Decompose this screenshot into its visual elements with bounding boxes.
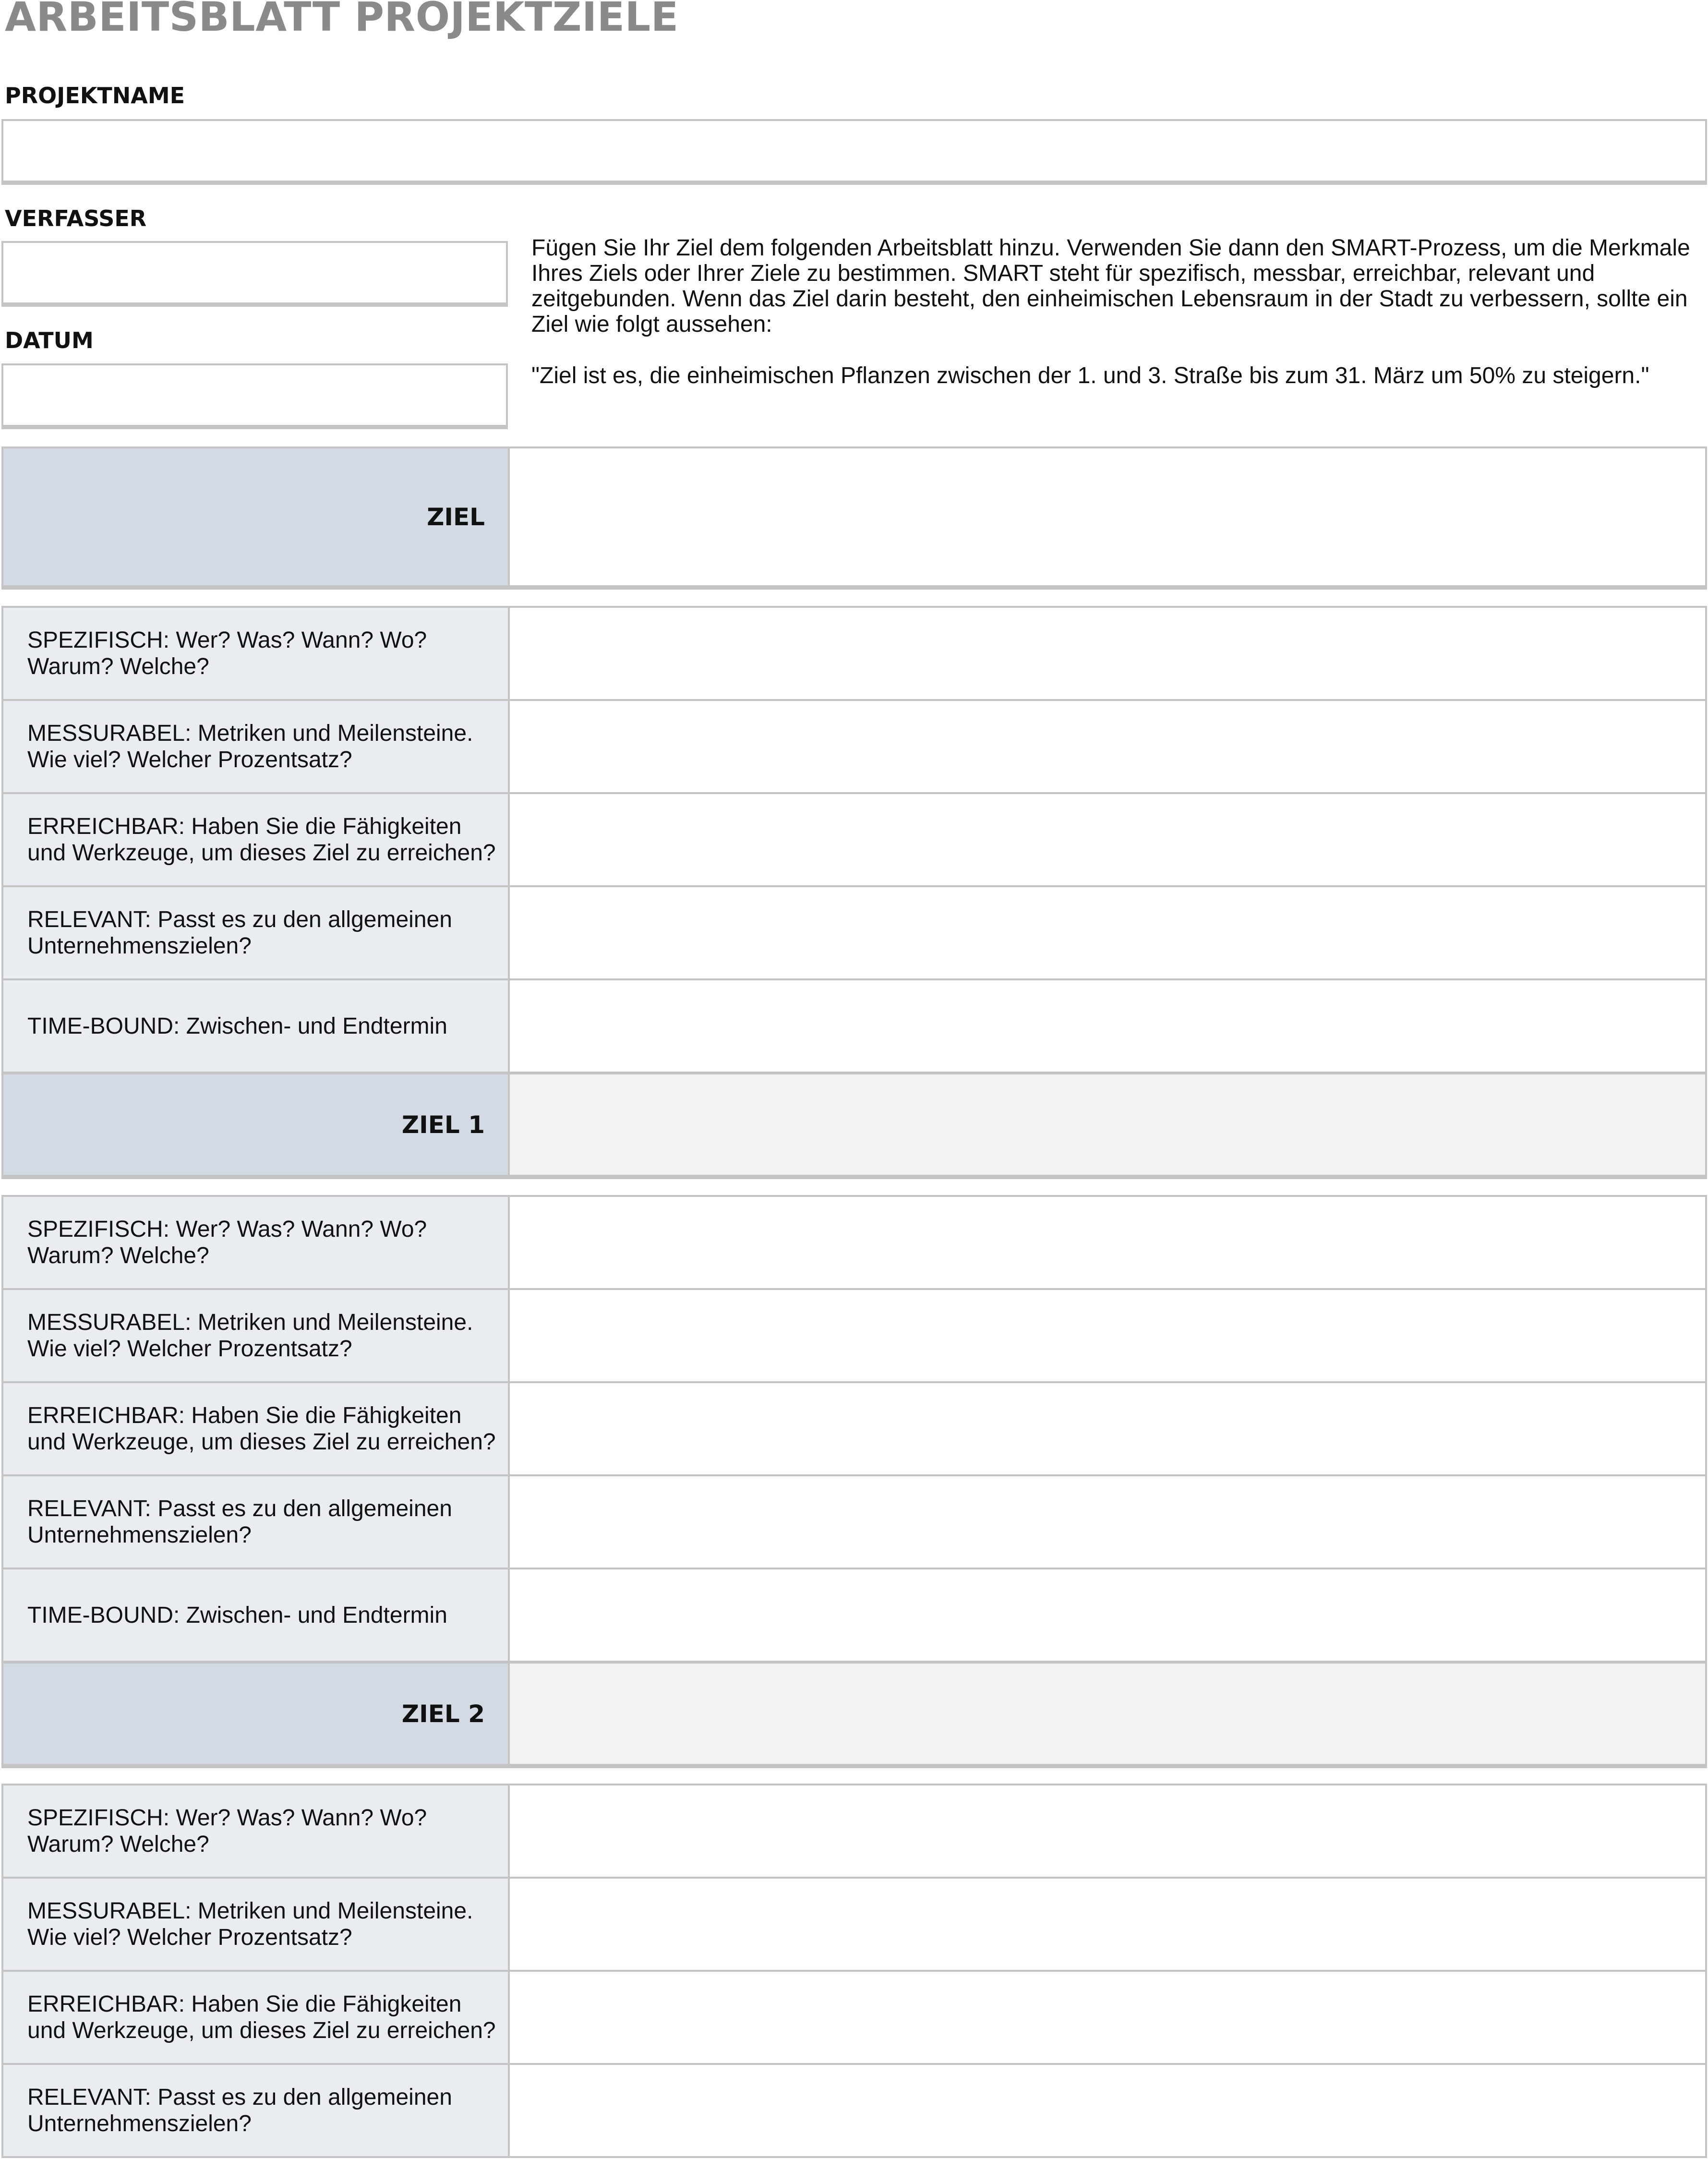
- instructions: [531, 235, 1703, 388]
- smart-row-time-bound: [3, 980, 1705, 1073]
- smart-value-field[interactable]: [510, 1476, 1705, 1568]
- smart-value-field[interactable]: [510, 1290, 1705, 1381]
- goal-label: ZIEL 1: [3, 1074, 510, 1175]
- smart-value-field[interactable]: [510, 1569, 1705, 1661]
- smart-label-specific: SPEZIFISCH: Wer? Was? Wann? Wo? Warum? Welche?: [3, 1785, 510, 1877]
- smart-label-achievable: ERREICHBAR: Haben Sie die Fähigkeiten und Werkzeuge, um dieses Ziel zu erreichen?: [3, 1972, 510, 2063]
- smart-value-field[interactable]: [510, 1972, 1705, 2063]
- smart-value-field[interactable]: [510, 1383, 1705, 1474]
- goal-header: [1, 1073, 1707, 1179]
- smart-label-measurable: MESSURABEL: Metriken und Meilensteine. Wie viel? Welcher Prozentsatz?: [3, 1290, 510, 1381]
- goal-section: [1, 1073, 1707, 1179]
- goal-header: [1, 1662, 1707, 1768]
- author-field[interactable]: [1, 241, 508, 307]
- smart-row-achievable: [3, 794, 1705, 887]
- goal-header: [1, 446, 1707, 590]
- instructions-example: "Ziel ist es, die einheimischen Pflanzen zwischen der 1. und 3. Straße bis zum 31. März um 50% zu steigern.": [531, 363, 1649, 388]
- smart-row-time-bound: [3, 1569, 1705, 1663]
- instructions-text: Fügen Sie Ihr Ziel dem folgenden Arbeitsblatt hinzu. Verwenden Sie dann den SMART-Prozess, um die Merkmale Ihres Ziels oder Ihrer Ziele zu bestimmen. SMART steht für spezifisch, messbar, erreichbar, relevant und zeitgebunden. Wenn das Ziel darin besteht, den einheimischen Lebensraum in der Stadt zu verbessern, sollte ein Ziel wie folgt aussehen:: [531, 235, 1690, 337]
- smart-table: [1, 1195, 1707, 1663]
- smart-row-achievable: [3, 1972, 1705, 2065]
- goal-section: [1, 1662, 1707, 1768]
- smart-value-field[interactable]: [510, 980, 1705, 1072]
- smart-row-specific: [3, 1197, 1705, 1290]
- smart-label-measurable: MESSURABEL: Metriken und Meilensteine. Wie viel? Welcher Prozentsatz?: [3, 701, 510, 792]
- smart-value-field[interactable]: [510, 794, 1705, 885]
- goal-section: [1, 446, 1707, 590]
- smart-table: [1, 606, 1707, 1073]
- smart-label-specific: SPEZIFISCH: Wer? Was? Wann? Wo? Warum? Welche?: [3, 608, 510, 699]
- smart-value-field[interactable]: [510, 1879, 1705, 1970]
- goal-value-field[interactable]: [510, 448, 1705, 585]
- smart-label-relevant: RELEVANT: Passt es zu den allgemeinen Unternehmenszielen?: [3, 887, 510, 978]
- smart-value-field[interactable]: [510, 608, 1705, 699]
- smart-value-field[interactable]: [510, 701, 1705, 792]
- smart-label-measurable: MESSURABEL: Metriken und Meilensteine. Wie viel? Welcher Prozentsatz?: [3, 1879, 510, 1970]
- smart-value-field[interactable]: [510, 1785, 1705, 1877]
- smart-row-relevant: [3, 887, 1705, 980]
- smart-row-relevant: [3, 1476, 1705, 1569]
- smart-value-field[interactable]: [510, 1197, 1705, 1288]
- date-label: DATUM: [5, 327, 94, 353]
- smart-row-measurable: [3, 1290, 1705, 1383]
- smart-label-relevant: RELEVANT: Passt es zu den allgemeinen Unternehmenszielen?: [3, 1476, 510, 1568]
- smart-label-time-bound: TIME-BOUND: Zwischen- und Endtermin: [3, 1569, 510, 1661]
- smart-row-relevant: [3, 2065, 1705, 2158]
- smart-label-achievable: ERREICHBAR: Haben Sie die Fähigkeiten und Werkzeuge, um dieses Ziel zu erreichen?: [3, 1383, 510, 1474]
- smart-label-relevant: RELEVANT: Passt es zu den allgemeinen Unternehmenszielen?: [3, 2065, 510, 2156]
- smart-label-time-bound: TIME-BOUND: Zwischen- und Endtermin: [3, 980, 510, 1072]
- smart-row-specific: [3, 1785, 1705, 1879]
- goal-label: ZIEL 2: [3, 1664, 510, 1764]
- smart-label-achievable: ERREICHBAR: Haben Sie die Fähigkeiten und Werkzeuge, um dieses Ziel zu erreichen?: [3, 794, 510, 885]
- project-name-label: PROJEKTNAME: [5, 83, 185, 109]
- author-label: VERFASSER: [5, 205, 147, 231]
- date-field[interactable]: [1, 363, 508, 429]
- goal-label: ZIEL: [3, 448, 510, 585]
- smart-row-measurable: [3, 1879, 1705, 1972]
- project-name-field[interactable]: [1, 119, 1707, 185]
- goal-value-field[interactable]: [510, 1074, 1705, 1175]
- smart-label-specific: SPEZIFISCH: Wer? Was? Wann? Wo? Warum? Welche?: [3, 1197, 510, 1288]
- smart-value-field[interactable]: [510, 2065, 1705, 2156]
- smart-row-measurable: [3, 701, 1705, 794]
- smart-value-field[interactable]: [510, 887, 1705, 978]
- smart-table: [1, 1784, 1707, 2158]
- page-title: ARBEITSBLATT PROJEKTZIELE: [5, 0, 679, 40]
- smart-row-achievable: [3, 1383, 1705, 1476]
- goal-value-field[interactable]: [510, 1664, 1705, 1764]
- smart-row-specific: [3, 608, 1705, 701]
